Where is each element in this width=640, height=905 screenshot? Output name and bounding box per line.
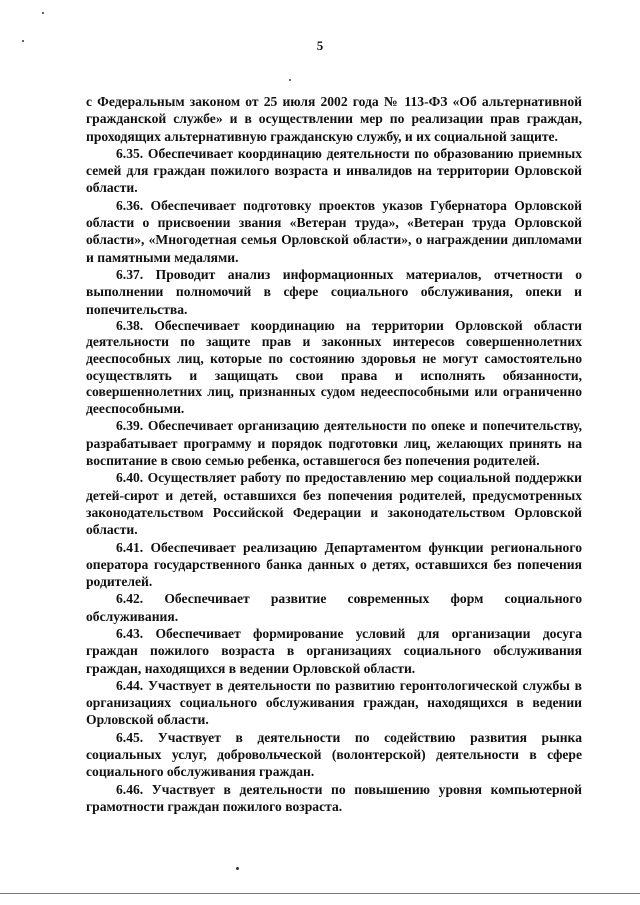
paragraph-6-40: 6.40. Осуществляет работу по предоставлению мер социальной поддержки детей-сирот и детей, оставшихся без попечения родителей, предусмотренных законодательством Российской Федерации и законодательством Орловской области.	[86, 470, 582, 538]
paragraph-6-41: 6.41. Обеспечивает реализацию Департаментом функции регионального оператора государственного банка данных о детях, оставшихся без попечения родителей.	[86, 539, 582, 590]
scan-speck	[289, 79, 291, 81]
paragraph-6-37: 6.37. Проводит анализ информационных материалов, отчетности о выполнении полномочий в сфере социального обслуживания, опеки и попечительства.	[86, 266, 582, 317]
paragraph-6-42: 6.42. Обеспечивает развитие современных форм социального обслуживания.	[86, 591, 582, 624]
paragraph-continuation: с Федеральным законом от 25 июля 2002 года № 113-ФЗ «Об альтернативной гражданской службе» и в осуществлении мер по реализации прав граждан, проходящих альтернативную гражданскую службу, и их социальной защите.	[86, 94, 582, 144]
scan-speck	[42, 12, 44, 14]
paragraph-6-44: 6.44. Участвует в деятельности по развитию геронтологической службы в организациях социального обслуживания граждан, находящихся в ведении Орловской области.	[86, 677, 582, 728]
paragraph-6-45: 6.45. Участвует в деятельности по содействию развития рынка социальных услуг, добровольческой (волонтерской) деятельности в сфере социального обслуживания граждан.	[86, 729, 582, 780]
paragraph-6-38: 6.38. Обеспечивает координацию на территории Орловской области деятельности по защите прав и законных интересов совершеннолетних дееспособных лиц, которые по состоянию здоровья не могут самостоятельно осуществлять и защищать свои права и исполнять обязанности, совершеннолетних лиц, признанных судом недееспособными или ограниченно дееспособными.	[86, 317, 582, 416]
paragraph-6-36: 6.36. Обеспечивает подготовку проектов указов Губернатора Орловской области о присвоении звания «Ветеран труда», «Ветеран труда Орловской области», «Многодетная семья Орловской области», о награждении дипломами и памятными медалями.	[86, 197, 582, 265]
paragraph-6-35: 6.35. Обеспечивает координацию деятельности по образованию приемных семей для граждан пожилого возраста и инвалидов на территории Орловской области.	[86, 145, 582, 196]
page-number: 5	[316, 38, 324, 53]
scan-speck	[22, 40, 24, 42]
document-body	[86, 93, 582, 815]
scan-speck	[236, 867, 239, 870]
page-bottom-edge	[0, 893, 640, 894]
paragraph-6-43: 6.43. Обеспечивает формирование условий для организации досуга граждан пожилого возраста в организациях социального обслуживания граждан, находящихся в ведении Орловской области.	[86, 625, 582, 676]
paragraph-6-39: 6.39. Обеспечивает организацию деятельности по опеке и попечительству, разрабатывает программу и порядок подготовки лиц, желающих принять на воспитание в свою семью ребенка, оставшегося без попечения родителей.	[86, 418, 582, 469]
paragraph-6-46: 6.46. Участвует в деятельности по повышению уровня компьютерной грамотности граждан пожилого возраста.	[86, 781, 582, 814]
